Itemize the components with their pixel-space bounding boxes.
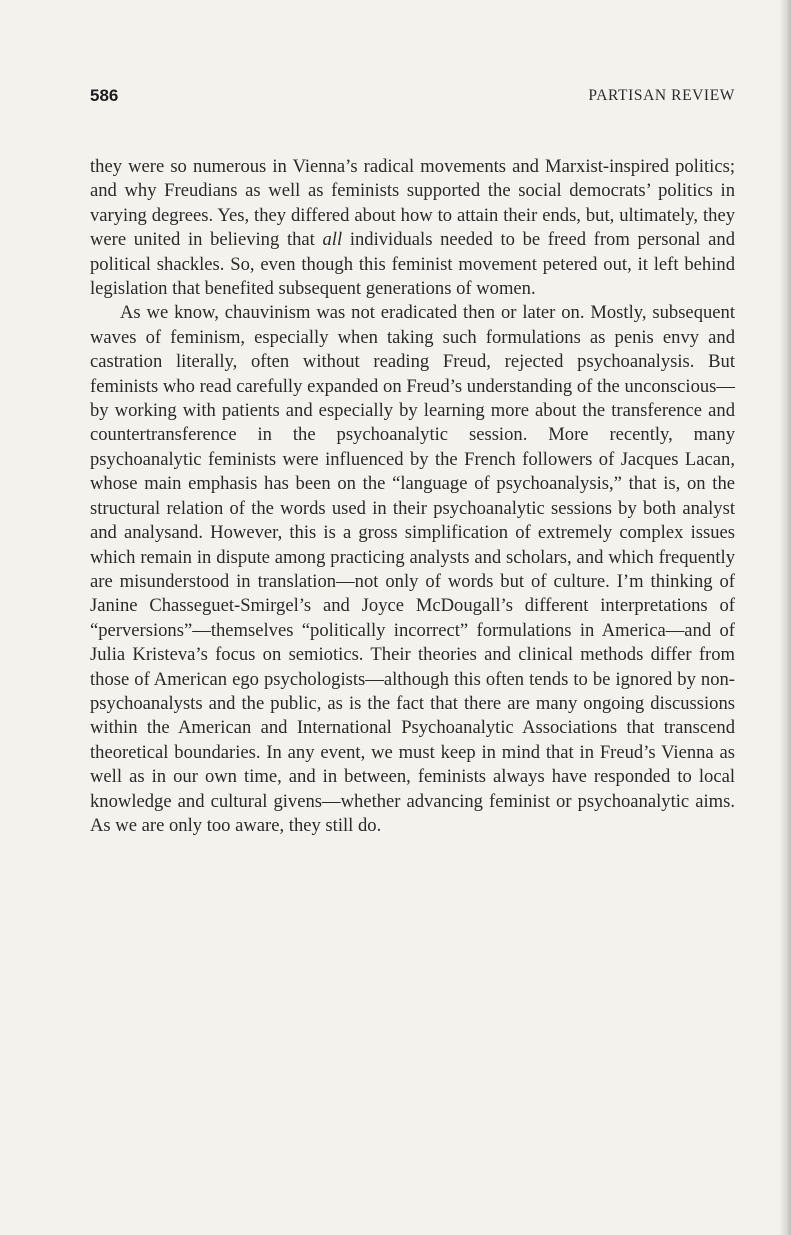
paragraph-text-part: they were so numerous in Vienna’s radical movements and Marxist-inspired politics; and why Freudians as well as feminists supported the social democrats’ politics in varying degrees. Yes, they differed about how to attain their ends, but, ultimately, they were united in believing that (90, 156, 735, 251)
running-head (90, 86, 735, 110)
page-number: 586 (90, 86, 119, 105)
emphasized-word: all (322, 229, 343, 251)
paragraph: As we know, chauvinism was not eradicated then or later on. Mostly, subsequent waves of feminism, especially when taking such formulations as penis envy and castration literally, often without reading Freud, rejected psychoanalysis. But feminists who read carefully expanded on Freud’s understanding of the unconscious—by working with patients and especially by learning more about the transference and countertransference in the psychoanalytic session. More recently, many psychoanalytic feminists were influenced by the French followers of Jacques Lacan, whose main emphasis has been on the “language of psychoanalysis,” that is, on the structural relation of the words used in their psychoanalytic sessions by both analyst and analysand. However, this is a gross simplification of extremely complex issues which remain in dispute among practicing analysts and scholars, and which frequently are misunderstood in translation—not only of words but of culture. I’m thinking of Janine Chasseguet-Smirgel’s and Joyce McDougall’s different interpretations of “perversions”—themselves “politically incorrect” formulations in America—and of Julia Kristeva’s focus on semiotics. Their theories and clinical methods differ from those of American ego psychologists—although this often tends to be ignored by non-psychoanalysts and the public, as is the fact that there are many ongoing discussions within the American and International Psychoanalytic Associations that transcend theoretical boundaries. In any event, we must keep in mind that in Freud’s Vienna as well as in our own time, and in between, feminists always have responded to local knowledge and cultural givens—whether advancing feminist or psychoanalytic aims. As we are only too aware, they still do. (90, 302, 735, 836)
paragraph-text-part: individuals needed to be freed from personal and political shackles. So, even though this feminist movement petered out, it left behind legislation that benefited subsequent generations of women. (90, 229, 735, 300)
journal-title: PARTISAN REVIEW (588, 87, 735, 104)
body-text (90, 155, 735, 838)
paragraph-continued (90, 155, 735, 301)
page-edge-shadow (779, 0, 791, 1235)
